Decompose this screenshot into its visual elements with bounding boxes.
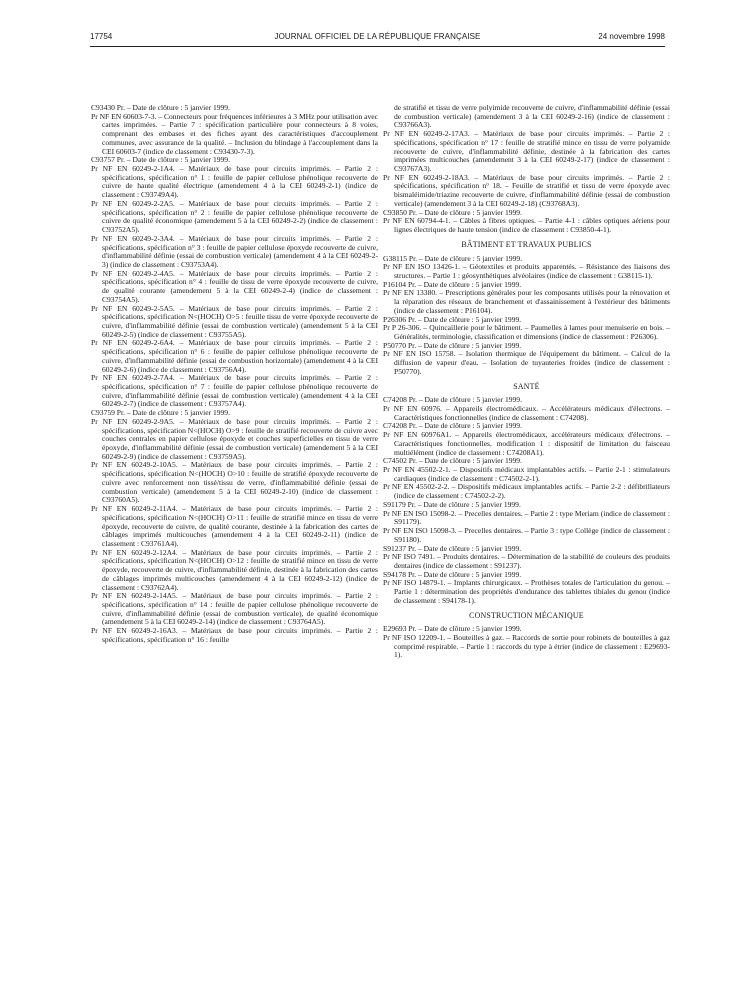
closing-date-line: C74502 Pr. – Date de clôture : 5 janvier 1999. (383, 456, 522, 466)
standard-entry-continued: de stratifié et tissu de verre polyimide recouverte de cuivre, d'inflammabilité définie (essai de combustion verticale) (amendement 3 à la CEI 60249-2-16) (indice de classement : C93766A3). (394, 103, 670, 130)
standard-entry: Pr NF EN 60976. – Appareils électromédicaux. – Accélérateurs médicaux d'électrons. – Caractéristiques fonctionnelles (indice de classement : C74208). (383, 404, 670, 422)
standard-entry: Pr NF EN 60249-2-3A4. – Matériaux de base pour circuits imprimés. – Partie 2 : spécifications, spécification n° 3 : feuille de papier cellulose époxyde recouverte de cuivre, d'inflammabilité définie (essai de combustion verticale) (amendement 4 à la CEI 60249-2-3) (indice de classement : C93753A4). (91, 233, 378, 269)
standard-entry: Pr NF EN 60249-2-17A3. – Matériaux de base pour circuits imprimés. – Partie 2 : spécifications, spécification n° 17 : feuille de stratifié mince en tissu de verre polyamide recouverte de cuivre, d'inflammabilité définie, destinée à la fabrication des cartes imprimées multicouches (amendement 3 à la CEI 60249-2-17) (indice de classement : C93767A3). (383, 129, 670, 174)
standard-entry: Pr NF EN ISO 15098-3. – Precelles dentaires. – Partie 3 : type Collège (indice de classement : S91180). (383, 526, 670, 544)
standard-entry: Pr NF EN 60249-2-18A3. – Matériaux de base pour circuits imprimés. – Partie 2 : spécifications, spécification n° 18. – Feuille de stratifié et tissu de verre époxyde avec bismaléimide/triazine recouverte de cuivre, d'inflammabilité définie (essai de combustion verticale) (amendement 3 à la CEI 60249-2-18) (C93768A3). (383, 172, 670, 208)
standard-entry: Pr NF ISO 7491. – Produits dentaires. – Détermination de la stabilité de couleurs des produits dentaires (indice de classement : S91237). (383, 552, 670, 570)
standard-entry: Pr P 26-306. – Quincaillerie pour le bâtiment. – Paumelles à lames pour menuiserie en bois. – Généralités, terminologie, classification et dimensions (indice de classement : P26306). (383, 323, 670, 341)
section-heading: CONSTRUCTION MÉCANIQUE (469, 610, 584, 620)
closing-date-line: S91179 Pr. – Date de clôture : 5 janvier 1999. (383, 499, 521, 509)
standard-entry: Pr NF EN 60249-2-12A4. – Matériaux de base pour circuits imprimés. – Partie 2 : spécifications, spécification N<(HOCH) O>12 : feuille de stratifié mince en tissu de verre époxyde, recouverte de cuivre, d'inflammabilité définie, destinée à la fabrication des cartes de câblages imprimés multicouches (amendement 4 à la CEI 60249-2-12) (indice de classement : C93762A4). (91, 547, 378, 592)
standard-entry: Pr NF EN 13380. – Prescriptions générales pour les composants utilisés pour la rénovation et la réparation des réseaux de branchement et d'assainissement à l'extérieur des bâtiments (indice de classement : P16104). (383, 288, 670, 315)
closing-date-line: P50770 Pr. – Date de clôture : 5 janvier 1999. (383, 340, 522, 350)
closing-date-line: P26306 Pr. – Date de clôture : 5 janvier 1999. (383, 314, 522, 324)
closing-date-line: C93757 Pr. – Date de clôture : 5 janvier 1999. (91, 155, 230, 165)
right-column (383, 104, 670, 660)
closing-date-line: C74208 Pr. – Date de clôture : 5 janvier 1999. (383, 421, 522, 431)
standard-entry: Pr NF EN 60249-2-9A5. – Matériaux de base pour circuits imprimés. – Partie 2 : spécifications, spécification N<(HOCH) O>9 : feuille de stratifié recouverte de cuivre avec couches centrales en papier cellulose époxyde et couches superficielles en tissu de verre époxyde, d'inflammabilité définie (essai de combustion verticale) (amendement 5 à la CEI 60249-2-9) (indice de classement : C93759A5). (91, 416, 378, 461)
standard-entry: Pr NF EN 60249-2-1A4. – Matériaux de base pour circuits imprimés. – Partie 2 : spécifications, spécification n° 1 : feuille de papier cellulose phénolique recouverte de cuivre de haute qualité électrique (amendement 4 à la CEI 60249-2-1) (indice de classement : C93749A4). (91, 164, 378, 200)
section-heading: SANTÉ (513, 381, 540, 391)
closing-date-line: G38115 Pr. – Date de clôture : 5 janvier 1999. (383, 253, 523, 263)
standard-entry: Pr NF EN 60249-2-11A4. – Matériaux de base pour circuits imprimés. – Partie 2 : spécifications, spécification N<(HOCH) O>11 : feuille de stratifié mince en tissu de verre époxyde, recouverte de cuivre, de qualité courante, destinée à la fabrication des cartes de câblages imprimés multicouches (amendement 4 à la CEI 60249-2-11) (indice de classement : C93761A4). (91, 504, 378, 548)
standard-entry: Pr NF EN 60603-7-3. – Connecteurs pour fréquences inférieures à 3 MHz pour utilisation avec cartes imprimées. – Partie 7 : spécification particulière pour connecteurs à 8 voies, comprenant des embases et des fiches ayant des caractéristiques d'accouplement communes, avec assurance de la qualité. – Inclusion du blindage à l'accouplement dans la CEI 60603-7 (indice de classement : C93430-7-3). (91, 111, 378, 156)
standard-entry: Pr NF EN 45502-2-1. – Dispositifs médicaux implantables actifs. – Partie 2-1 : stimulateurs cardiaques (indice de classement : C74502-2-1). (383, 465, 670, 483)
section-heading: BÂTIMENT ET TRAVAUX PUBLICS (461, 239, 592, 249)
closing-date-line: S94178 Pr. – Date de clôture : 5 janvier 1999. (383, 569, 522, 579)
standard-entry: Pr NF ISO 14879-1. – Implants chirurgicaux. – Prothèses totales de l'articulation du genou. – Partie 1 : détermination des propriétés d'endurance des tablettes tibiales du genou (indice de classement : S94178-1). (383, 578, 670, 605)
standard-entry: Pr NF EN 60249-2-6A4. – Matériaux de base pour circuits imprimés. – Partie 2 : spécifications, spécification n° 6 : feuille de papier cellulose phénolique recouverte de cuivre, d'inflammabilité définie (essai de combustion horizontale) (amendement 4 à la CEI 60249-2-6) (indice de classement : C93756A4). (91, 338, 378, 374)
page-number: 17754 (90, 32, 113, 41)
closing-date-line: C93430 Pr. – Date de clôture : 5 janvier 1999. (91, 103, 230, 112)
journal-title: JOURNAL OFFICIEL DE LA RÉPUBLIQUE FRANÇAISE (274, 32, 481, 41)
closing-date-line: C93759 Pr. – Date de clôture : 5 janvier 1999. (91, 408, 230, 418)
issue-date: 24 novembre 1998 (598, 32, 665, 41)
closing-date-line: S91237 Pr. – Date de clôture : 5 janvier 1999. (383, 543, 522, 553)
standard-entry: Pr NF EN 60249-2-4A5. – Matériaux de base pour circuits imprimés. – Partie 2 : spécifications, spécification n° 4 : feuille de tissu de verre époxyde recouverte de cuivre, de qualité courante (amendement 5 à la CEI 60249-2-4) (indice de classement : C93754A5). (91, 268, 378, 304)
closing-date-line: C74208 Pr. – Date de clôture : 5 janvier 1999. (383, 395, 522, 405)
standard-entry: Pr NF EN 60976A1. – Appareils électromédicaux, accélérateurs médicaux d'électrons. – Caractéristiques fonctionnelles, modification 1 : dispositif de limitation du faisceau multiélément (indice de classement : C74208A1). (383, 430, 670, 457)
standard-entry: Pr NF EN 45502-2-2. – Dispositifs médicaux implantables actifs. – Partie 2-2 : défibrillateurs (indice de classement : C74502-2-2). (383, 482, 670, 501)
standard-entry: Pr NF EN 60249-2-5A5. – Matériaux de base pour circuits imprimés. – Partie 2 : spécifications, spécification N<(HOCH) O>5 : feuille tissu de verre époxyde recouverte de cuivre, d'inflammabilité définie (essai de combustion verticale) (amendement 5 à la CEI 60249-2-5) (indice de classement : C93755A5). (91, 303, 378, 339)
standard-entry: Pr NF ISO 12209-1. – Bouteilles à gaz. – Raccords de sortie pour robinets de bouteilles à gaz comprimé respirable. – Partie 1 : raccords du type à étrier (indice de classement : E29693-1). (383, 632, 670, 660)
closing-date-line: C93850 Pr. – Date de clôture : 5 janvier 1999. (383, 207, 522, 217)
standard-entry: Pr NF EN ISO 15758. – Isolation thermique de l'équipement du bâtiment. – Calcul de la diffusion de vapeur d'eau. – Isolation de tuyauteries froides (indice de classement : P50770). (383, 349, 670, 376)
page-header (90, 30, 665, 46)
standard-entry: Pr NF EN 60249-2-10A5. – Matériaux de base pour circuits imprimés. – Partie 2 : spécifications, spécification N<(HOCH) O>10 : feuille de stratifié époxyde recouverte de cuivre avec renforcement non tissé/tissu de verre, d'inflammabilité définie (essai de combustion verticale) (amendement 5 à la CEI 60249-2-10) (indice de classement : C93760A5). (91, 460, 378, 505)
left-column (91, 104, 378, 645)
closing-date-line: P16104 Pr. – Date de clôture : 5 janvier 1999. (383, 279, 522, 289)
standard-entry: Pr NF EN ISO 15098-2. – Precelles dentaires. – Partie 2 : type Meriam (indice de classement : S91179). (383, 508, 670, 527)
standard-entry: Pr NF EN 60249-2-2A5. – Matériaux de base pour circuits imprimés. – Partie 2 : spécifications, spécification n° 2 : feuille de papier cellulose phénolique recouverte de cuivre de qualité économique (amendement 5 à la CEI 60249-2-2) (indice de classement : C93752A5). (91, 198, 378, 235)
standard-entry: Pr NF EN 60794-4-1. – Câbles à fibres optiques. – Partie 4-1 : câbles optiques aériens pour lignes électriques de haute tension (indice de classement : C93850-4-1). (383, 216, 670, 235)
header-rule (90, 46, 665, 47)
standard-entry: Pr NF EN 60249-2-14A5. – Matériaux de base pour circuits imprimés. – Partie 2 : spécifications, spécification n° 14 : feuille de papier cellulose phénolique recouverte de cuivre, d'inflammabilité définie (essai de combustion verticale), de qualité économique (amendement 5 à la CEI 60249-2-14) (indice de classement : C93764A5). (91, 591, 378, 627)
standard-entry: Pr NF EN 60249-2-16A3. – Matériaux de base pour circuits imprimés. – Partie 2 : spécifications, spécification n° 16 : feuille (91, 626, 378, 644)
standard-entry: Pr NF EN 60249-2-7A4. – Matériaux de base pour circuits imprimés. – Partie 2 : spécifications, spécification n° 7 : feuille de papier cellulose phénolique recouverte de cuivre, d'inflammabilité définie (essai de combustion verticale) (amendement 4 à la CEI 60249-2-7) (indice de classement : C93757A4). (91, 373, 378, 409)
closing-date-line: E29693 Pr. – Date de clôture : 5 janvier 1999. (383, 624, 522, 634)
standard-entry: Pr NF EN ISO 13426-1. – Géotextiles et produits apparentés. – Résistance des liaisons des structures. – Partie 1 : géosynthétiques alvéolaires (indice de classement : G38115-1). (383, 262, 670, 280)
